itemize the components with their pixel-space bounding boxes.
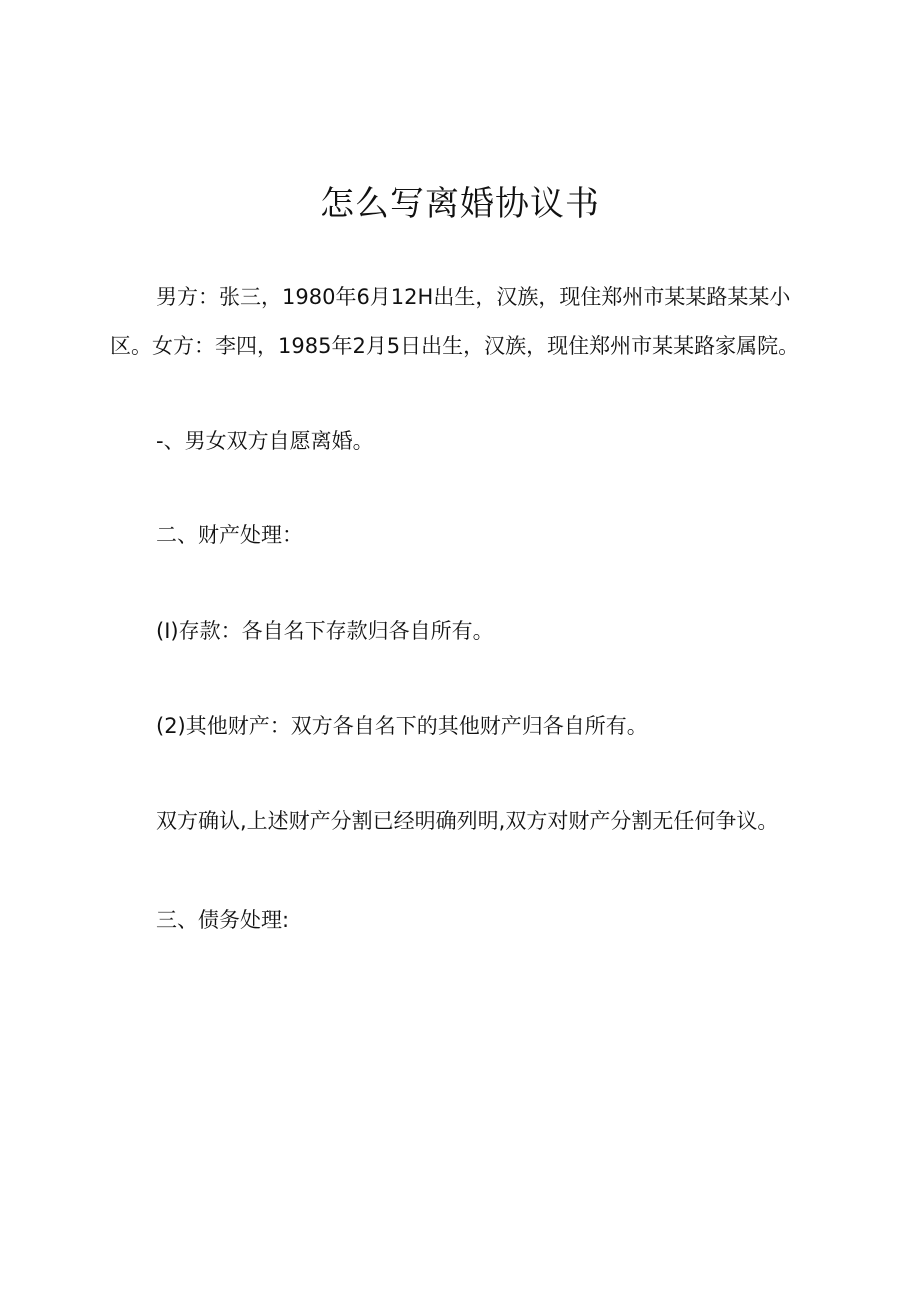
document-title: 怎么写离婚协议书: [320, 184, 600, 224]
property-item-other: (2)其他财产：双方各自名下的其他财产归各自所有。: [156, 714, 648, 738]
parties-intro-line-1: 男方：张三，1980年6月12H出生，汉族，现住郑州市某某路某某小: [156, 285, 791, 309]
parties-intro-line-2: 区。女方：李四，1985年2月5日出生，汉族，现住郑州市某某路家属院。: [110, 334, 800, 358]
section-debt-heading: 三、债务处理:: [156, 908, 290, 932]
property-confirmation: 双方确认,上述财产分割已经明确列明,双方对财产分割无任何争议。: [156, 809, 779, 833]
section-voluntary-divorce: -、男女双方自愿离婚。: [156, 429, 374, 453]
property-item-savings: (I)存款：各自名下存款归各自所有。: [156, 619, 494, 643]
section-property-heading: 二、财产处理：: [156, 523, 303, 547]
